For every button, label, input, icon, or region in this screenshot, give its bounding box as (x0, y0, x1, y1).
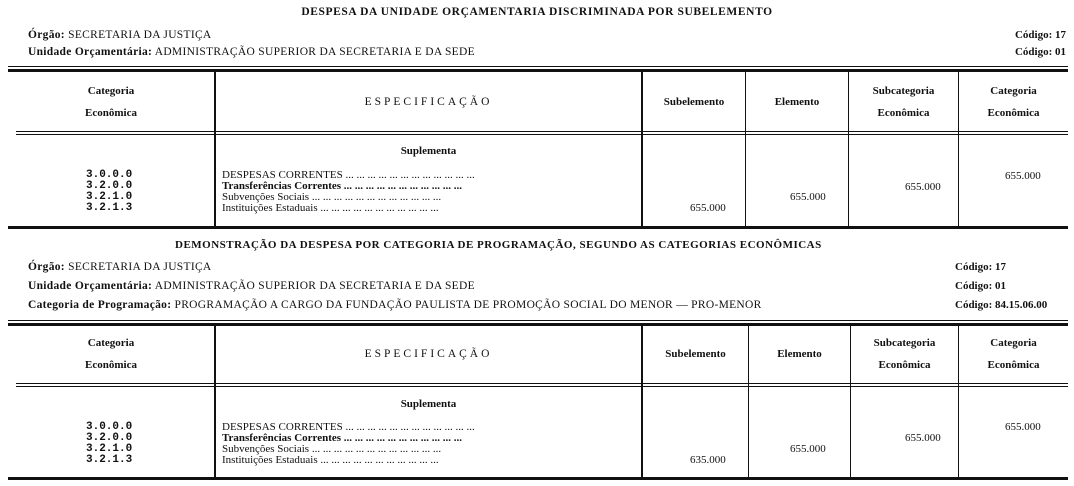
value-elemento: 655.000 (790, 443, 826, 455)
header-elemento: Elemento (777, 348, 822, 360)
orgao-value: SECRETARIA DA JUSTIÇA (68, 261, 212, 273)
codes-column (86, 170, 132, 214)
unidade-value: ADMINISTRAÇÃO SUPERIOR DA SECRETARIA E DA SEDE (154, 46, 475, 58)
section2-title: DEMONSTRAÇÃO DA DESPESA POR CATEGORIA DE PROGRAMAÇÃO, SEGUNDO AS CATEGORIAS ECONÔMICAS (175, 239, 822, 251)
item-row: Subvenções Sociais ... ... ... ... ... ... ... ... ... ... ... ... (222, 191, 442, 203)
header-elemento: Elemento (774, 96, 820, 108)
header-categoria-economica-2: Categoria Econômica (987, 85, 1040, 119)
code-row: 3.0.0.0 (86, 421, 133, 433)
unidade-label: Unidade Orçamentária: (28, 280, 153, 292)
suplementa-label: Suplementa (400, 145, 457, 157)
header-especificacao: ESPECIFICAÇÃO (364, 348, 493, 360)
section1-title: DESPESA DA UNIDADE ORÇAMENTARIA DISCRIMINADA POR SUBELEMENTO (301, 6, 773, 18)
catprog-value: PROGRAMAÇÃO A CARGO DA FUNDAÇÃO PAULISTA DE PROMOÇÃO SOCIAL DO MENOR — PRO-MENOR (174, 299, 762, 311)
item-row: DESPESAS CORRENTES ... ... ... ... ... ... ... ... ... ... ... ... (222, 421, 475, 433)
code-row: 3.2.1.0 (86, 443, 133, 455)
header-especificacao: ESPECIFICAÇÃO (364, 96, 493, 108)
section1-unidade (28, 46, 475, 58)
header-subcategoria-economica: Subcategoria Econômica (872, 85, 935, 119)
code-row: 3.2.0.0 (86, 432, 133, 444)
table1-bottom-rule (8, 226, 1068, 229)
item-row: Instituições Estaduais ... ... ... ... ... ... ... ... ... ... ... (222, 454, 439, 466)
orgao-label: Órgão: (28, 261, 65, 273)
table2-header-rule-2 (16, 386, 1068, 387)
items-column (222, 170, 475, 214)
items-column (222, 422, 475, 466)
item-row: Transferências Correntes ... ... ... ... ... ... ... ... ... ... ... (222, 180, 463, 192)
orgao-code: Código: 17 (1014, 29, 1066, 41)
header-subcategoria-economica: Subcategoria Econômica (873, 337, 936, 371)
catprog-code: Código: 84.15.06.00 (955, 299, 1048, 311)
value-categoria: 655.000 (1005, 421, 1041, 433)
table1-header-rule-2 (16, 134, 1068, 135)
value-categoria: 655.000 (1005, 170, 1041, 182)
orgao-value: SECRETARIA DA JUSTIÇA (68, 29, 212, 41)
table1-header-rule-1 (16, 131, 1068, 132)
value-elemento: 655.000 (790, 191, 826, 203)
table2-bottom-rule (8, 477, 1068, 480)
table1-top-rule-thick (8, 69, 1068, 72)
code-row: 3.2.1.3 (86, 202, 133, 214)
header-subelemento: Subelemento (663, 96, 725, 108)
suplementa-label: Suplementa (400, 398, 457, 410)
code-row: 3.2.0.0 (86, 180, 133, 192)
value-subcategoria: 655.000 (905, 432, 941, 444)
item-row: Transferências Correntes ... ... ... ... ... ... ... ... ... ... ... (222, 432, 463, 444)
item-row: Instituições Estaduais ... ... ... ... ... ... ... ... ... ... ... (222, 202, 439, 214)
header-subelemento: Subelemento (665, 348, 726, 360)
item-row: Subvenções Sociais ... ... ... ... ... ... ... ... ... ... ... ... (222, 443, 442, 455)
table2-header-rule-1 (16, 383, 1068, 384)
table2-top-rule-thin (8, 320, 1068, 321)
table2-top-rule-thick (8, 323, 1068, 326)
header-categoria-economica-2: Categoria Econômica (987, 337, 1040, 371)
code-row: 3.2.1.0 (86, 191, 133, 203)
value-subcategoria: 655.000 (905, 181, 941, 193)
header-categoria-economica: Categoria Econômica (85, 337, 137, 371)
section1-orgao (28, 29, 212, 41)
orgao-label: Órgão: (28, 29, 65, 41)
code-row: 3.2.1.3 (86, 454, 133, 466)
unidade-code: Código: 01 (1014, 46, 1066, 58)
unidade-value: ADMINISTRAÇÃO SUPERIOR DA SECRETARIA E DA SEDE (154, 280, 475, 292)
item-row: DESPESAS CORRENTES ... ... ... ... ... ... ... ... ... ... ... ... (222, 169, 475, 181)
catprog-label: Categoria de Programação: (28, 299, 172, 311)
header-categoria-economica: Categoria Econômica (85, 85, 137, 119)
value-subelemento: 635.000 (690, 454, 726, 466)
unidade-code: Código: 01 (955, 280, 1007, 292)
orgao-code: Código: 17 (955, 261, 1007, 273)
unidade-label: Unidade Orçamentária: (28, 46, 153, 58)
section2-unidade (28, 280, 475, 292)
table1-top-rule-thin (8, 66, 1068, 67)
value-subelemento: 655.000 (690, 202, 726, 214)
section2-orgao (28, 261, 212, 273)
section2-categoria-programacao (28, 299, 762, 311)
codes-column (86, 422, 132, 466)
code-row: 3.0.0.0 (86, 169, 133, 181)
